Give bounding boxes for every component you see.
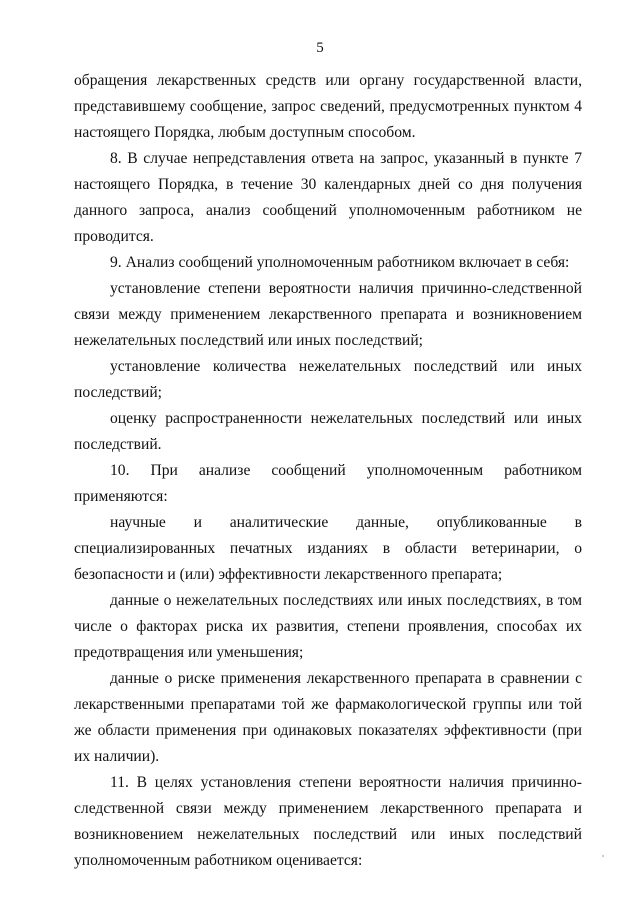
- scan-speck: [602, 855, 604, 857]
- paragraph-item-10-subitem-2: данные о нежелательных последствиях или иных последствиях, в том числе о факторах риска их развития, степени проявления, способах их предотвращения или уменьшения;: [74, 592, 582, 661]
- paragraph-item-10: 10. При анализе сообщений уполномоченным работником применяются:: [74, 462, 582, 505]
- paragraph-item-8: 8. В случае непредставления ответа на запрос, указанный в пункте 7 настоящего Порядка, в течение 30 календарных дней со дня получения данного запроса, анализ сообщений уполномоченным работником не проводится.: [74, 150, 582, 245]
- paragraph-item-9-subitem-3: оценку распространенности нежелательных последствий или иных последствий.: [74, 410, 582, 453]
- paragraph-item-11: 11. В целях установления степени вероятности наличия причинно-следственной связи между применением лекарственного препарата и возникновением нежелательных последствий или иных последствий уполномоченным работником оценивается:: [74, 774, 582, 869]
- paragraph-item-9: 9. Анализ сообщений уполномоченным работником включает в себя:: [110, 254, 570, 271]
- paragraph-item-10-subitem-1: научные и аналитические данные, опубликованные в специализированных печатных изданиях в области ветеринарии, о безопасности и (или) эффективности лекарственного препарата;: [74, 514, 582, 583]
- paragraph-item-10-subitem-3: данные о риске применения лекарственного препарата в сравнении с лекарственными препаратами той же фармакологической группы или той же области применения при одинаковых показателях эффективности (при их наличии).: [74, 670, 582, 765]
- paragraph-item-9-subitem-1: установление степени вероятности наличия причинно-следственной связи между применением лекарственного препарата и возникновением нежелательных последствий или иных последствий;: [74, 280, 582, 349]
- page-number: 5: [316, 40, 324, 56]
- paragraph-continuation: обращения лекарственных средств или органу государственной власти, представившему сообщение, запрос сведений, предусмотренных пунктом 4 настоящего Порядка, любым доступным способом.: [74, 72, 582, 141]
- document-body: [74, 68, 582, 874]
- paragraph-item-9-subitem-2: установление количества нежелательных последствий или иных последствий;: [74, 358, 582, 401]
